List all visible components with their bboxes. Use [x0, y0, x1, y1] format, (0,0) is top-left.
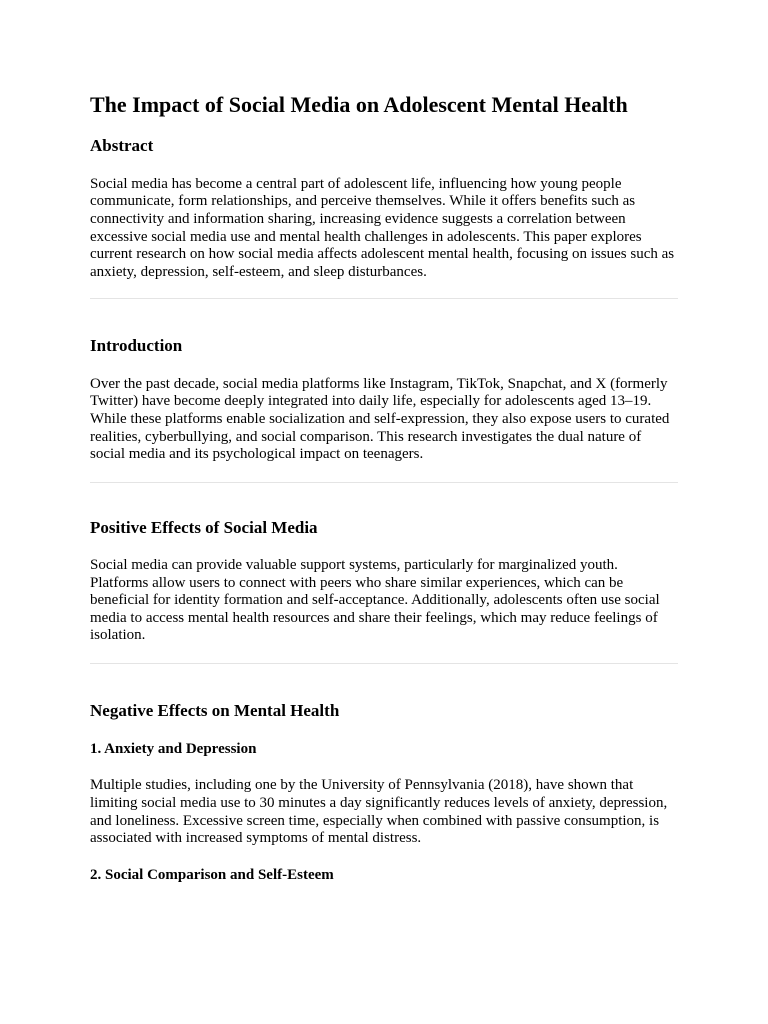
- positive-effects-heading: Positive Effects of Social Media: [90, 517, 318, 537]
- document-title: The Impact of Social Media on Adolescent Mental Health: [90, 92, 628, 117]
- negative-effects-section: [90, 701, 678, 884]
- introduction-body: Over the past decade, social media platforms like Instagram, TikTok, Snapchat, and X (formerly Twitter) have become deeply integrated into daily life, especially for adolescents aged 13–19. While these platforms enable socialization and self-expression, they also expose users to curated realities, cyberbullying, and social comparison. This research investigates the dual nature of social media and its psychological impact on teenagers.: [90, 375, 670, 463]
- anxiety-depression-heading: 1. Anxiety and Depression: [90, 741, 257, 758]
- section-divider: [90, 482, 678, 483]
- abstract-section: [90, 136, 678, 281]
- abstract-heading: Abstract: [90, 136, 154, 156]
- section-divider: [90, 663, 678, 664]
- introduction-section: [90, 336, 678, 463]
- introduction-heading: Introduction: [90, 336, 183, 356]
- negative-effects-heading: Negative Effects on Mental Health: [90, 701, 340, 721]
- positive-effects-section: [90, 518, 678, 645]
- abstract-body: Social media has become a central part of adolescent life, influencing how young people communicate, form relationships, and perceive themselves. While it offers benefits such as connectivity and information sharing, increasing evidence suggests a correlation between excessive social media use and mental health challenges in adolescents. This paper explores current research on how social media affects adolescent mental health, focusing on issues such as anxiety, depression, self-esteem, and sleep disturbances.: [90, 175, 675, 280]
- section-divider: [90, 298, 678, 299]
- anxiety-depression-body: Multiple studies, including one by the University of Pennsylvania (2018), have shown that limiting social media use to 30 minutes a day significantly reduces levels of anxiety, depression, and loneliness. Excessive screen time, especially when combined with passive consumption, is associated with increased symptoms of mental distress.: [90, 777, 668, 847]
- positive-effects-body: Social media can provide valuable support systems, particularly for marginalized youth. Platforms allow users to connect with peers who share similar experiences, which can be beneficial for identity formation and self-acceptance. Additionally, adolescents often use social media to access mental health resources and share their feelings, which may reduce feelings of isolation.: [90, 557, 660, 644]
- social-comparison-heading: 2. Social Comparison and Self-Esteem: [90, 866, 334, 883]
